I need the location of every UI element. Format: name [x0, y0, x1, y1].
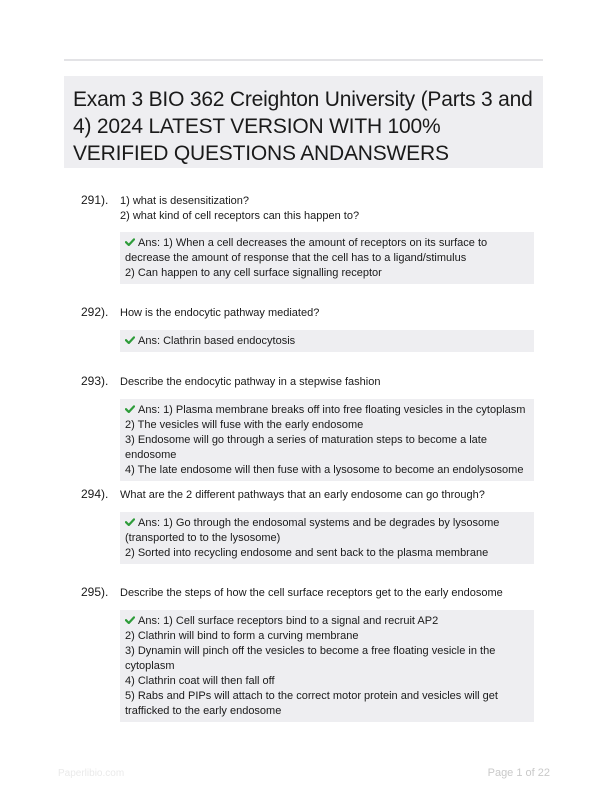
answer-line: 2) Can happen to any cell surface signalling receptor: [125, 267, 382, 279]
answer-line: [125, 403, 530, 418]
top-divider: [64, 59, 543, 61]
question-number: 294).: [81, 487, 109, 501]
question-text: [120, 586, 535, 601]
answer-line: [125, 236, 530, 266]
question-text: [120, 194, 535, 224]
answer-line: 5) Rabs and PIPs will attach to the correct motor protein and vesicles will get trafficked to the early endosome: [125, 690, 498, 717]
title-banner: [64, 76, 543, 168]
answer-box: [120, 232, 534, 284]
answer-text: Ans: 1) Go through the endosomal systems and be degrades by lysosome (transported to to the lysosome): [125, 517, 500, 544]
question-line: How is the endocytic pathway mediated?: [120, 307, 320, 319]
footer-watermark: Paperlibio.com: [58, 768, 125, 779]
checkmark-icon: [125, 616, 135, 624]
answer-line: 2) Sorted into recycling endosome and sent back to the plasma membrane: [125, 547, 489, 559]
question-line: What are the 2 different pathways that an early endosome can go through?: [120, 489, 485, 501]
question-line: 1) what is desensitization?: [120, 195, 250, 207]
question-number: 292).: [81, 305, 109, 319]
answer-box: [120, 512, 534, 564]
answer-line: [125, 334, 530, 349]
answer-line: 4) Clathrin coat will then fall off: [125, 675, 275, 687]
answer-text: Ans: 1) Cell surface receptors bind to a signal and recruit AP2: [138, 615, 439, 627]
question-text: [120, 488, 535, 503]
page-number: Page 1 of 22: [487, 767, 550, 779]
question-text: [120, 375, 535, 390]
question-number: 295).: [81, 585, 109, 599]
question-line: 2) what kind of cell receptors can this happen to?: [120, 210, 360, 222]
answer-text: Ans: 1) When a cell decreases the amount of receptors on its surface to decrease the amount of response that the cell has to a ligand/stimulus: [125, 237, 488, 264]
answer-line: 3) Dynamin will pinch off the vesicles to become a free floating vesicle in the cytoplasm: [125, 645, 496, 672]
checkmark-icon: [125, 405, 135, 413]
question-number: 291).: [81, 193, 109, 207]
checkmark-icon: [125, 518, 135, 526]
checkmark-icon: [125, 336, 135, 344]
answer-line: [125, 614, 530, 629]
answer-box: [120, 610, 534, 722]
checkmark-icon: [125, 238, 135, 246]
answer-box: [120, 330, 534, 352]
answer-line: 4) The late endosome will then fuse with a lysosome to become an endolysosome: [125, 464, 524, 476]
answer-line: 2) The vesicles will fuse with the early endosome: [125, 419, 364, 431]
question-text: [120, 306, 535, 321]
answer-text: Ans: Clathrin based endocytosis: [138, 335, 296, 347]
question-number: 293).: [81, 374, 109, 388]
document-title: Exam 3 BIO 362 Creighton University (Parts 3 and 4) 2024 LATEST VERSION WITH 100% VERIFIED QUESTIONS ANDANSWERS: [73, 88, 533, 165]
question-line: Describe the endocytic pathway in a stepwise fashion: [120, 376, 381, 388]
answer-line: [125, 516, 530, 546]
answer-line: 2) Clathrin will bind to form a curving membrane: [125, 630, 359, 642]
answer-text: Ans: 1) Plasma membrane breaks off into free floating vesicles in the cytoplasm: [138, 404, 526, 416]
answer-line: 3) Endosome will go through a series of maturation steps to become a late endosome: [125, 434, 487, 461]
question-line: Describe the steps of how the cell surface receptors get to the early endosome: [120, 587, 503, 599]
answer-box: [120, 399, 534, 481]
